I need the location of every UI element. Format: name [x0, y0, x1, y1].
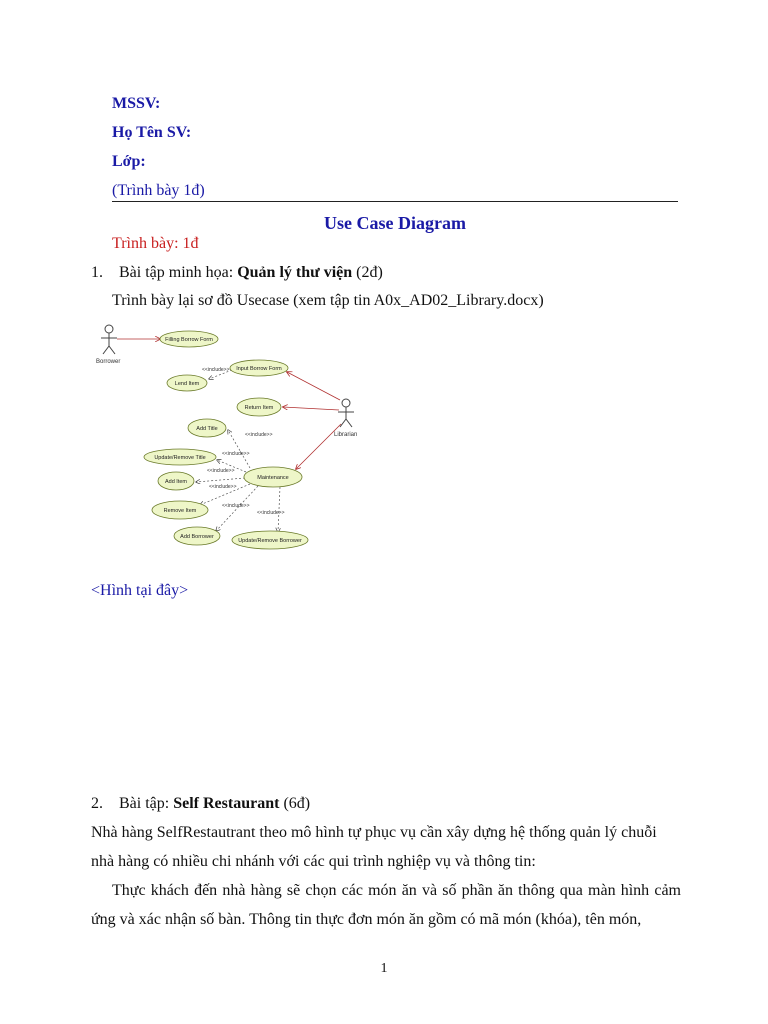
question-2-prefix: Bài tập:: [119, 795, 174, 812]
usecase-lend-item-label: Lend Item: [174, 381, 200, 387]
usecase-update-remove-borrower-label: Update/Remove Borrower: [238, 538, 302, 544]
question-2-paragraph-2: Thực khách đến nhà hàng sẽ chọn các món ăn và số phần ăn thông qua màn hình cảm ứng và xác nhận số bàn. Thông tin thực đơn món ăn gồm có mã món (khóa), tên món,: [91, 882, 681, 928]
student-name-label: Họ Tên SV:: [112, 124, 192, 141]
image-placeholder: <Hình tại đây>: [91, 582, 189, 599]
usecase-remove-item-label: Remove Item: [163, 508, 197, 514]
question-2-heading: [91, 795, 310, 813]
page-title: Use Case Diagram: [324, 213, 466, 233]
usecase-maintenance-label: Maintenance: [257, 475, 289, 481]
class-label: Lớp:: [112, 153, 146, 170]
borrower-actor: [101, 325, 117, 354]
question-1-points: (2đ): [352, 264, 383, 281]
include-label: <<include>>: [222, 503, 250, 509]
include-label: <<include>>: [245, 432, 273, 438]
librarian-actor: [338, 399, 354, 427]
librarian-label: Librarian: [334, 432, 358, 438]
presentation-note: (Trình bày 1đ): [112, 182, 205, 199]
usecase-add-item-label: Add Item: [164, 479, 188, 485]
usecase-input-borrow-form-label: Input Borrow Form: [236, 366, 282, 372]
usecase-filling-borrow-form-label: Filling Borrow Form: [165, 337, 213, 343]
mssv-label: MSSV:: [112, 95, 161, 112]
question-2-points: (6đ): [279, 795, 311, 812]
usecase-update-remove-title-label: Update/Remove Title: [154, 455, 206, 461]
presentation-score: Trình bày: 1đ: [112, 235, 199, 252]
question-2-topic: Self Restaurant: [173, 795, 280, 812]
include-label: <<include>>: [209, 484, 237, 490]
question-1-prefix: Bài tập minh họa:: [119, 264, 238, 281]
question-1-topic: Quản lý thư viện: [237, 264, 353, 281]
usecase-return-item-label: Return Item: [244, 405, 274, 411]
include-label: <<include>>: [202, 367, 230, 373]
include-label: <<include>>: [257, 510, 285, 516]
question-2-paragraph-1: Nhà hàng SelfRestautrant theo mô hình tự phục vụ cần xây dựng hệ thống quản lý chuỗi nhà hàng có nhiều chi nhánh với các qui trình nghiệp vụ và thông tin:: [91, 824, 657, 870]
usecase-add-title-label: Add Title: [196, 426, 218, 432]
page-number: 1: [380, 961, 388, 976]
question-2-number: 2.: [91, 795, 103, 812]
question-1-number: 1.: [91, 264, 103, 281]
include-label: <<include>>: [222, 451, 250, 457]
borrower-label: Borrower: [96, 359, 121, 365]
question-1-instruction: Trình bày lại sơ đồ Usecase (xem tập tin A0x_AD02_Library.docx): [112, 292, 544, 309]
usecase-add-borrower-label: Add Borrower: [180, 534, 214, 540]
include-label: <<include>>: [207, 468, 235, 474]
